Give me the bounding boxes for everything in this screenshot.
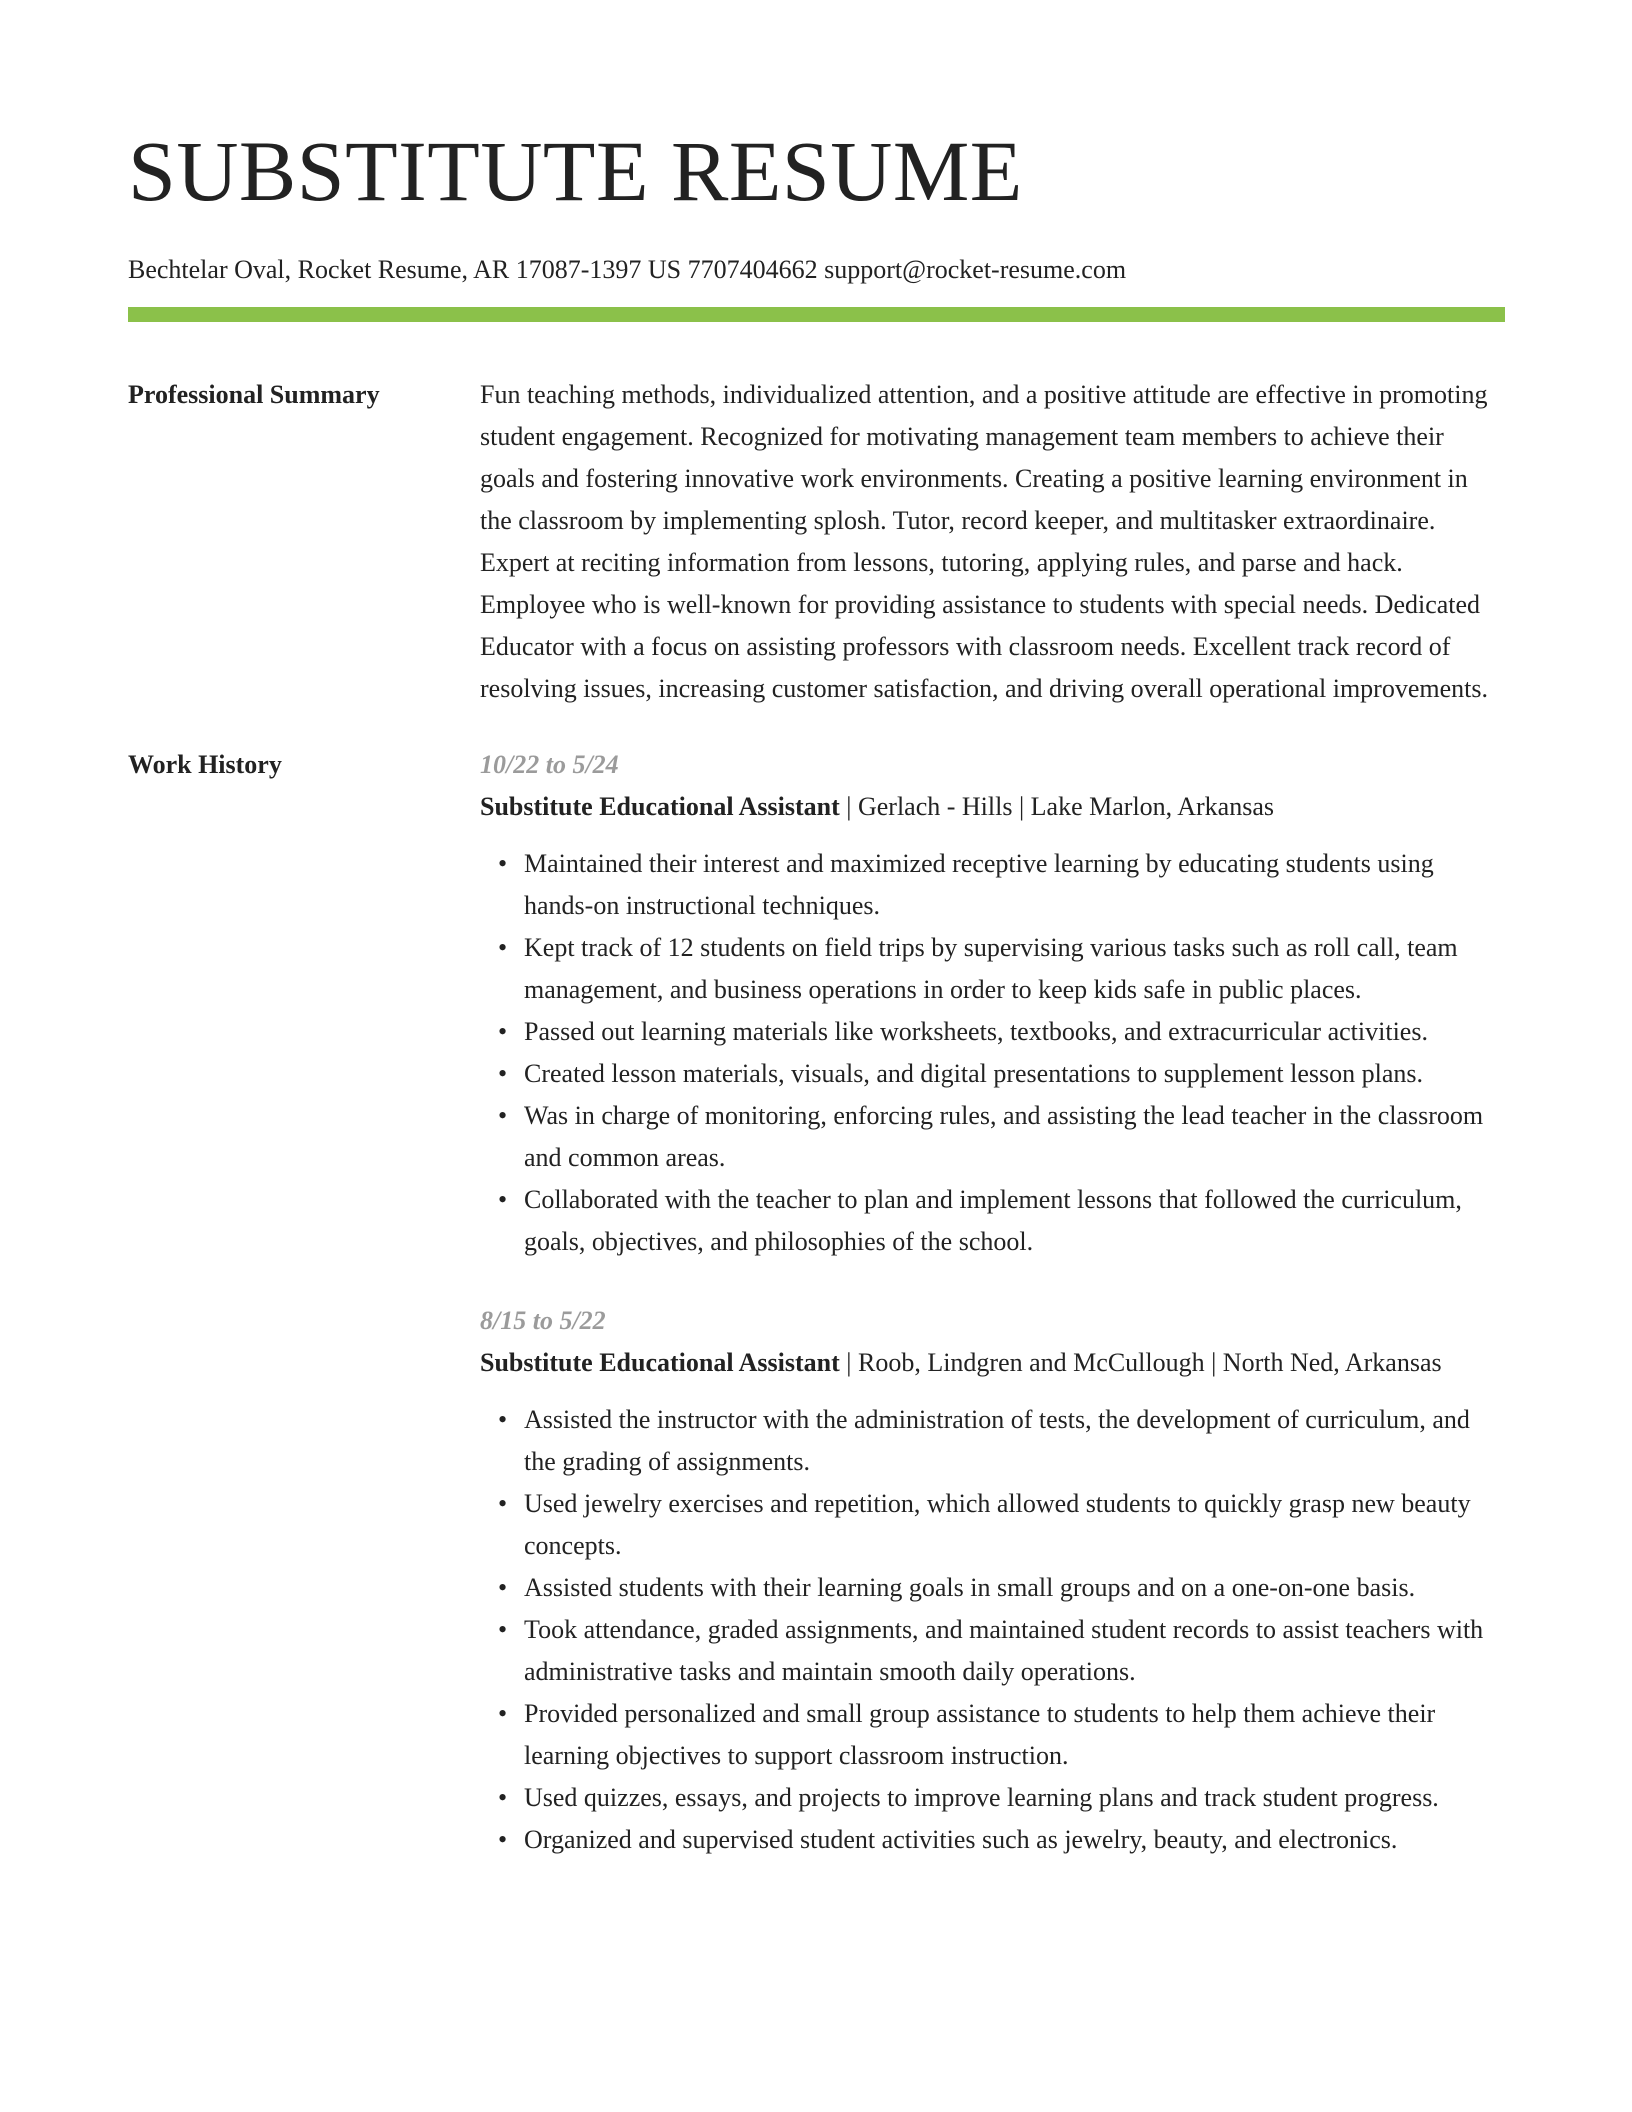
bullet-icon: • bbox=[498, 1573, 508, 1602]
job-title: Substitute Educational Assistant bbox=[480, 1348, 840, 1377]
job-bullet-text: Passed out learning materials like worksheets, textbooks, and extracurricular activities. bbox=[524, 1017, 1428, 1046]
job-bullet-text: Used jewelry exercises and repetition, which allowed students to quickly grasp new beauty concepts. bbox=[524, 1489, 1471, 1560]
bullet-icon: • bbox=[498, 1059, 508, 1088]
job-entry bbox=[480, 1300, 1505, 1861]
bullet-icon: • bbox=[498, 1783, 508, 1812]
bullet-icon: • bbox=[498, 1699, 508, 1728]
job-bullet-text: Assisted students with their learning goals in small groups and on a one-on-one basis. bbox=[524, 1573, 1416, 1602]
job-bullet bbox=[498, 1011, 1505, 1053]
job-bullet bbox=[498, 1053, 1505, 1095]
bullet-icon: • bbox=[498, 1185, 508, 1214]
bullet-icon: • bbox=[498, 1101, 508, 1130]
bullet-icon: • bbox=[498, 1017, 508, 1046]
job-bullet-text: Took attendance, graded assignments, and maintained student records to assist teachers with administrative tasks and maintain smooth daily operations. bbox=[524, 1615, 1484, 1686]
job-bullet-text: Assisted the instructor with the administration of tests, the development of curriculum, and the grading of assignments. bbox=[524, 1405, 1470, 1476]
bullet-icon: • bbox=[498, 933, 508, 962]
job-bullet bbox=[498, 1777, 1505, 1819]
job-bullet bbox=[498, 843, 1505, 927]
bullet-icon: • bbox=[498, 1825, 508, 1854]
job-bullet-text: Provided personalized and small group assistance to students to help them achieve their learning objectives to support classroom instruction. bbox=[524, 1699, 1436, 1770]
job-bullet-text: Organized and supervised student activities such as jewelry, beauty, and electronics. bbox=[524, 1825, 1398, 1854]
professional-summary-section bbox=[128, 374, 1505, 710]
bullet-icon: • bbox=[498, 1405, 508, 1434]
resume-title: SUBSTITUTE RESUME bbox=[128, 123, 1023, 219]
job-employer-location: | Gerlach - Hills | Lake Marlon, Arkansas bbox=[839, 792, 1274, 821]
section-label-work-history: Work History bbox=[128, 750, 282, 779]
job-bullet bbox=[498, 1567, 1505, 1609]
contact-line: Bechtelar Oval, Rocket Resume, AR 17087-1397 US 7707404662 support@rocket-resume.com bbox=[128, 255, 1127, 284]
job-bullet-text: Used quizzes, essays, and projects to improve learning plans and track student progress. bbox=[524, 1783, 1439, 1812]
job-bullet-list bbox=[480, 1399, 1505, 1861]
job-bullet bbox=[498, 1399, 1505, 1483]
resume-page bbox=[128, 0, 1505, 1861]
job-dates: 8/15 to 5/22 bbox=[480, 1306, 606, 1335]
section-label-professional-summary: Professional Summary bbox=[128, 380, 380, 409]
job-header bbox=[480, 1342, 1505, 1384]
professional-summary-body bbox=[480, 374, 1505, 710]
job-bullet bbox=[498, 1179, 1505, 1263]
bullet-icon: • bbox=[498, 1615, 508, 1644]
job-employer-location: | Roob, Lindgren and McCullough | North Ned, Arkansas bbox=[839, 1348, 1442, 1377]
job-bullet bbox=[498, 1095, 1505, 1179]
work-history-section bbox=[128, 744, 1505, 1861]
job-bullet bbox=[498, 1819, 1505, 1861]
job-title: Substitute Educational Assistant bbox=[480, 792, 840, 821]
job-bullet bbox=[498, 1609, 1505, 1693]
job-bullet-text: Collaborated with the teacher to plan and implement lessons that followed the curriculum, goals, objectives, and philosophies of the school. bbox=[524, 1185, 1462, 1256]
job-bullet bbox=[498, 1483, 1505, 1567]
job-bullet-text: Kept track of 12 students on field trips by supervising various tasks such as roll call, team management, and business operations in order to keep kids safe in public places. bbox=[524, 933, 1458, 1004]
bullet-icon: • bbox=[498, 849, 508, 878]
job-dates: 10/22 to 5/24 bbox=[480, 750, 619, 779]
job-bullet-text: Created lesson materials, visuals, and digital presentations to supplement lesson plans. bbox=[524, 1059, 1423, 1088]
job-header bbox=[480, 786, 1505, 828]
job-bullet-text: Maintained their interest and maximized receptive learning by educating students using hands-on instructional techniques. bbox=[524, 849, 1434, 920]
professional-summary-text: Fun teaching methods, individualized attention, and a positive attitude are effective in promoting student engagement. Recognized for motivating management team members to achieve their goals and fostering innovative work environments. Creating a positive learning environment in the classroom by implementing splosh. Tutor, record keeper, and multitasker extraordinaire. Expert at reciting information from lessons, tutoring, applying rules, and parse and hack. Employee who is well-known for providing assistance to students with special needs. Dedicated Educator with a focus on assisting professors with classroom needs. Excellent track record of resolving issues, increasing customer satisfaction, and driving overall operational improvements. bbox=[480, 380, 1488, 703]
job-bullet-text: Was in charge of monitoring, enforcing rules, and assisting the lead teacher in the classroom and common areas. bbox=[524, 1101, 1484, 1172]
bullet-icon: • bbox=[498, 1489, 508, 1518]
job-bullet bbox=[498, 1693, 1505, 1777]
work-history-body bbox=[480, 744, 1505, 1861]
job-bullet bbox=[498, 927, 1505, 1011]
job-entry bbox=[480, 744, 1505, 1263]
job-bullet-list bbox=[480, 843, 1505, 1263]
header-divider bbox=[128, 307, 1505, 322]
